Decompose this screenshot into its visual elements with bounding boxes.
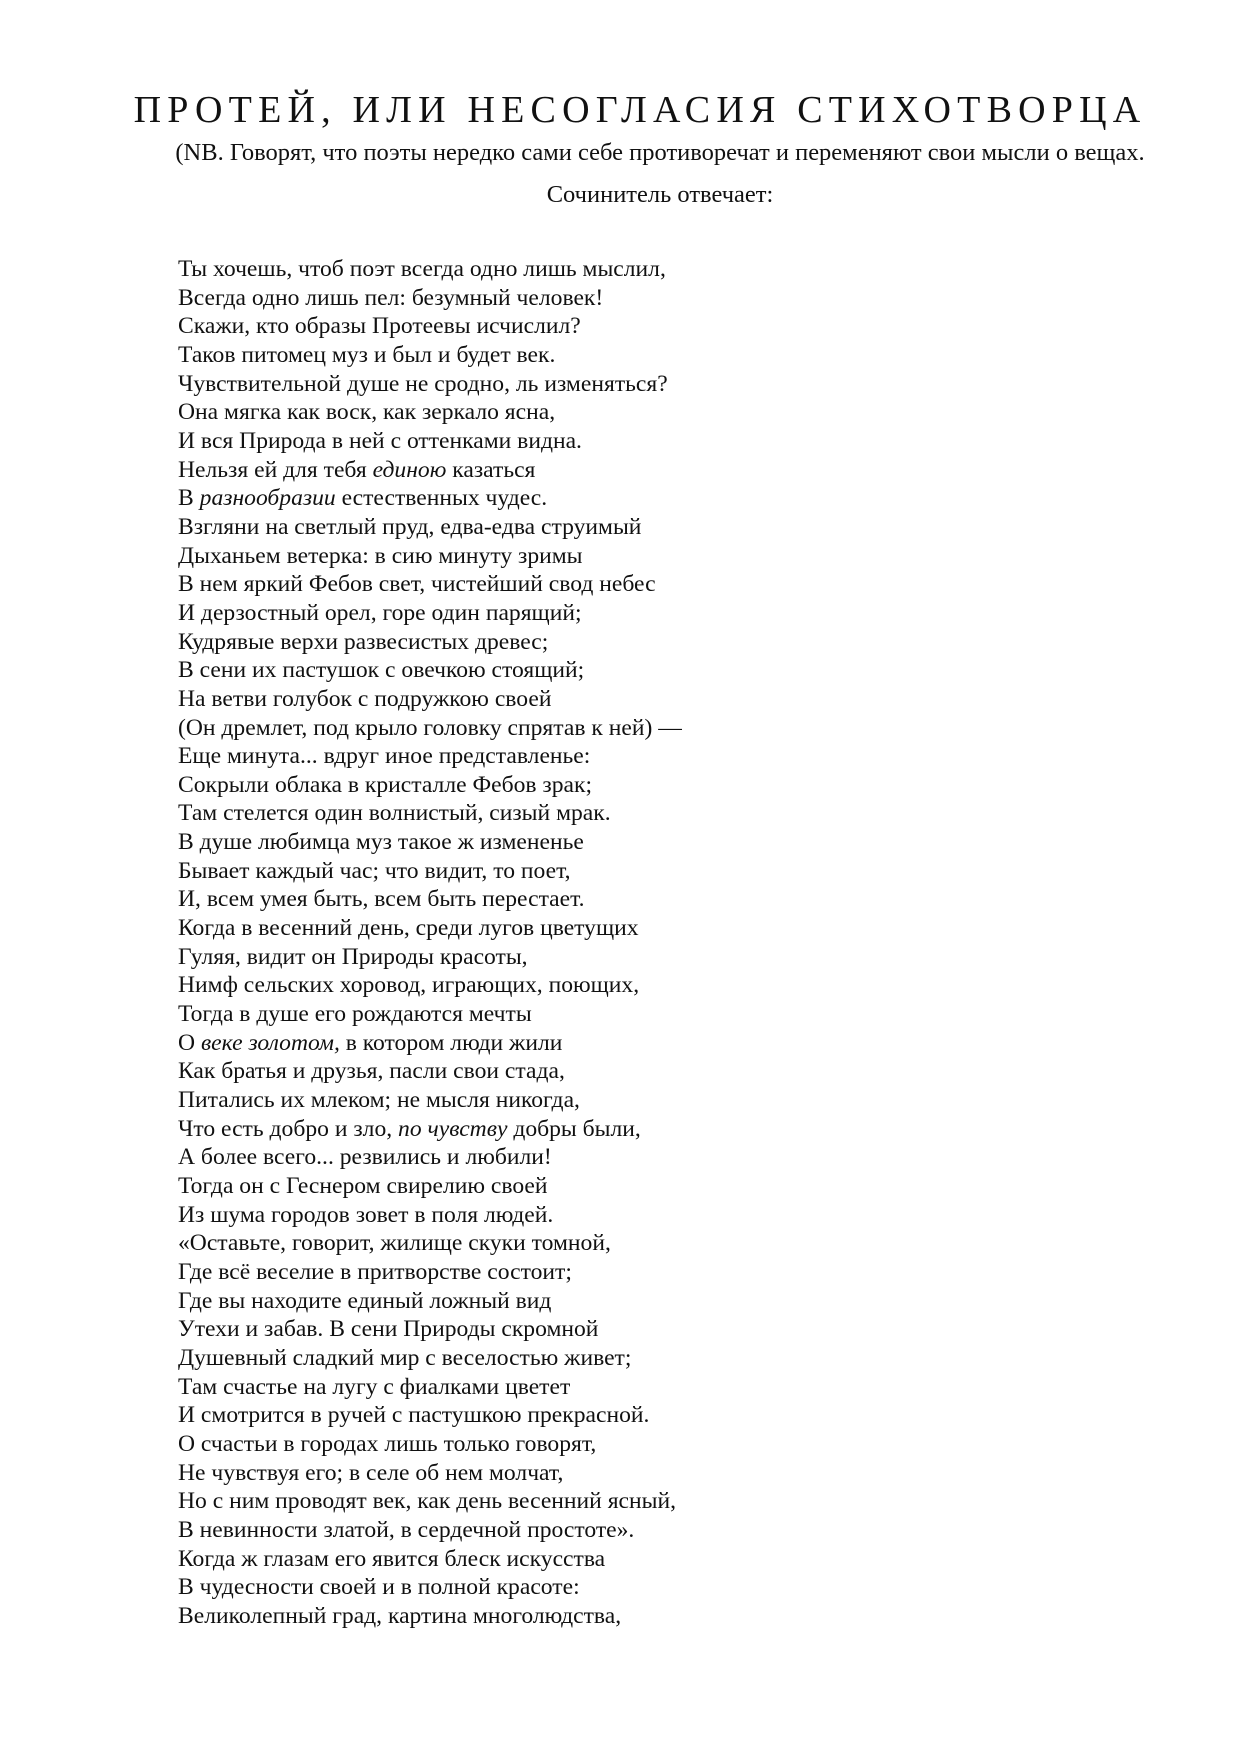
poem-line-text: Когда в весенний день, среди лугов цветущих [178,915,639,942]
poem-line [178,799,1078,828]
poem-line [178,1287,1078,1316]
poem-line [178,1315,1078,1344]
poem-line-text: Бывает каждый час; что видит, то поет, [178,857,571,884]
poem-line-text: Там счастье на лугу с фиалками цветет [178,1373,571,1400]
poem-line-text: Еще минута... вдруг иное представленье: [178,743,591,770]
poem-line-text: Нимф сельских хоровод, играющих, поющих, [178,972,640,999]
poem-title: ПРОТЕЙ, ИЛИ НЕСОГЛАСИЯ СТИХОТВОРЦА [133,89,1147,131]
poem-line [178,656,1078,685]
poem-line-text: естественных чудес. [335,485,548,512]
poem-line [178,1573,1078,1602]
poem-line [178,885,1078,914]
poem-line [178,714,1078,743]
poem-line-text: В чудесности своей и в полной красоте: [178,1574,580,1601]
poem-line [178,284,1078,313]
poem-body [178,255,1078,1631]
poem-line-text: Ты хочешь, чтоб поэт всегда одно лишь мыслил, [178,256,666,282]
poem-line [178,1373,1078,1402]
poem-line [178,599,1078,628]
poem-line [178,971,1078,1000]
poem-line-text: Из шума городов зовет в поля людей. [178,1201,554,1228]
poem-line [178,1430,1078,1459]
poem-line [178,914,1078,943]
poem-line [178,398,1078,427]
poem-line-text: Гуляя, видит он Природы красоты, [178,943,528,970]
poem-line [178,1029,1078,1058]
poem-line-text: В [178,485,200,512]
poem-line-text: Она мягка как воск, как зеркало ясна, [178,399,556,426]
poem-line-text: Где всё веселие в притворстве состоит; [178,1258,572,1285]
poem-line [178,742,1078,771]
poem-line-text: И дерзостный орел, горе один парящий; [178,599,582,626]
poem-line-emphasis: по чувству [398,1115,508,1142]
poem-line [178,857,1078,886]
poem-line-text: В невинности златой, в сердечной простоте». [178,1516,635,1543]
poem-line-text: Тогда он с Геснером свирелию своей [178,1173,548,1199]
poem-line-text: добры были, [507,1115,641,1142]
poem-line [178,1487,1078,1516]
poem-line-text: Нельзя ей для тебя [178,456,373,483]
poem-line [178,1344,1078,1373]
poem-line-text: Когда ж глазам его явится блеск искусства [178,1545,606,1572]
poem-line [178,370,1078,399]
poem-line-text: Тогда в душе его рождаются мечты [178,1001,532,1028]
poem-line [178,427,1078,456]
poem-line-text: казаться [446,456,536,483]
poem-line-text: в котором люди жили [339,1029,563,1056]
poem-line [178,255,1078,284]
poem-line [178,513,1078,542]
poem-line [178,943,1078,972]
poem-line-text: Дыханьем ветерка: в сию минуту зримы [178,542,583,569]
poem-line-text: «Оставьте, говорит, жилище скуки томной, [178,1230,611,1257]
poem-line [178,1000,1078,1029]
poem-line-text: Там стелется один волнистый, сизый мрак. [178,800,611,827]
poem-line [178,542,1078,571]
poem-line-emphasis: единою [372,456,447,483]
poem-line-text: И смотрится в ручей с пастушкою прекрасной. [178,1402,650,1429]
poem-line [178,341,1078,370]
poem-line-text: Душевный сладкий мир с веселостью живет; [178,1344,632,1371]
poem-line [178,1401,1078,1430]
poem-line [178,771,1078,800]
poem-line-text: А более всего... резвились и любили! [178,1144,552,1171]
poem-line-emphasis: веке золотом, [200,1029,340,1056]
poem-line-text: Но с ним проводят век, как день весенний ясный, [178,1488,677,1515]
poem-line-text: В сени их пастушок с овечкою стоящий; [178,657,585,684]
poem-line-text: В нем яркий Фебов свет, чистейший свод небес [178,571,656,598]
poem-line-text: И вся Природа в ней с оттенками видна. [178,427,582,454]
poem-line [178,570,1078,599]
poem-line [178,1143,1078,1172]
poem-line [178,1229,1078,1258]
poem-line-text: В душе любимца муз такое ж измененье [178,829,584,856]
poem-line [178,1459,1078,1488]
poem-line-text: Чувствительной душе не сродно, ль изменяться? [178,370,668,397]
poem-line-text: Сокрыли облака в кристалле Фебов зрак; [178,771,593,798]
poem-line [178,312,1078,341]
poem-line-emphasis: разнообразии [199,485,336,512]
poem-line-text: Таков питомец муз и был и будет век. [178,341,556,368]
poem-line-text: О счастьи в городах лишь только говорят, [178,1430,597,1457]
poem-line [178,628,1078,657]
poem-line [178,1086,1078,1115]
poem-line-text: Утехи и забав. В сени Природы скромной [178,1316,599,1343]
poem-line [178,1057,1078,1086]
poem-line-text: И, всем умея быть, всем быть перестает. [178,886,585,913]
poem-line [178,484,1078,513]
poem-line [178,1172,1078,1201]
poem-line-text: Скажи, кто образы Протеевы исчислил? [178,313,581,340]
poem-line [178,1545,1078,1574]
poem-line-text: О [178,1029,201,1056]
poem-line [178,1115,1078,1144]
poem-line-text: Что есть добро и зло, [178,1115,399,1142]
poem-line-text: Взгляни на светлый пруд, едва-едва струимый [178,513,642,540]
epigraph-note: (NB. Говорят, что поэты нередко сами себе противоречат и переменяют свои мысли о вещах. Сочинитель отвечает: [175,139,1145,208]
poem-line [178,456,1078,485]
poem-line-text: Как братья и друзья, пасли свои стада, [178,1058,565,1085]
poem-line-text: Питались их млеком; не мысля никогда, [178,1087,580,1114]
poem-line [178,1516,1078,1545]
poem-line [178,685,1078,714]
poem-line-text: Великолепный град, картина многолюдства, [178,1602,622,1629]
poem-line-text: Всегда одно лишь пел: безумный человек! [178,284,604,311]
poem-line [178,1201,1078,1230]
poem-line-text: Не чувствуя его; в селе об нем молчат, [178,1459,564,1486]
poem-line [178,1602,1078,1631]
poem-line-text: (Он дремлет, под крыло головку спрятав к ней) — [178,714,682,741]
poem-line-text: Где вы находите единый ложный вид [178,1287,552,1314]
poem-line [178,1258,1078,1287]
poem-line-text: На ветви голубок с подружкою своей [178,685,552,712]
poem-line-text: Кудрявые верхи развесистых древес; [178,628,549,655]
poem-line [178,828,1078,857]
